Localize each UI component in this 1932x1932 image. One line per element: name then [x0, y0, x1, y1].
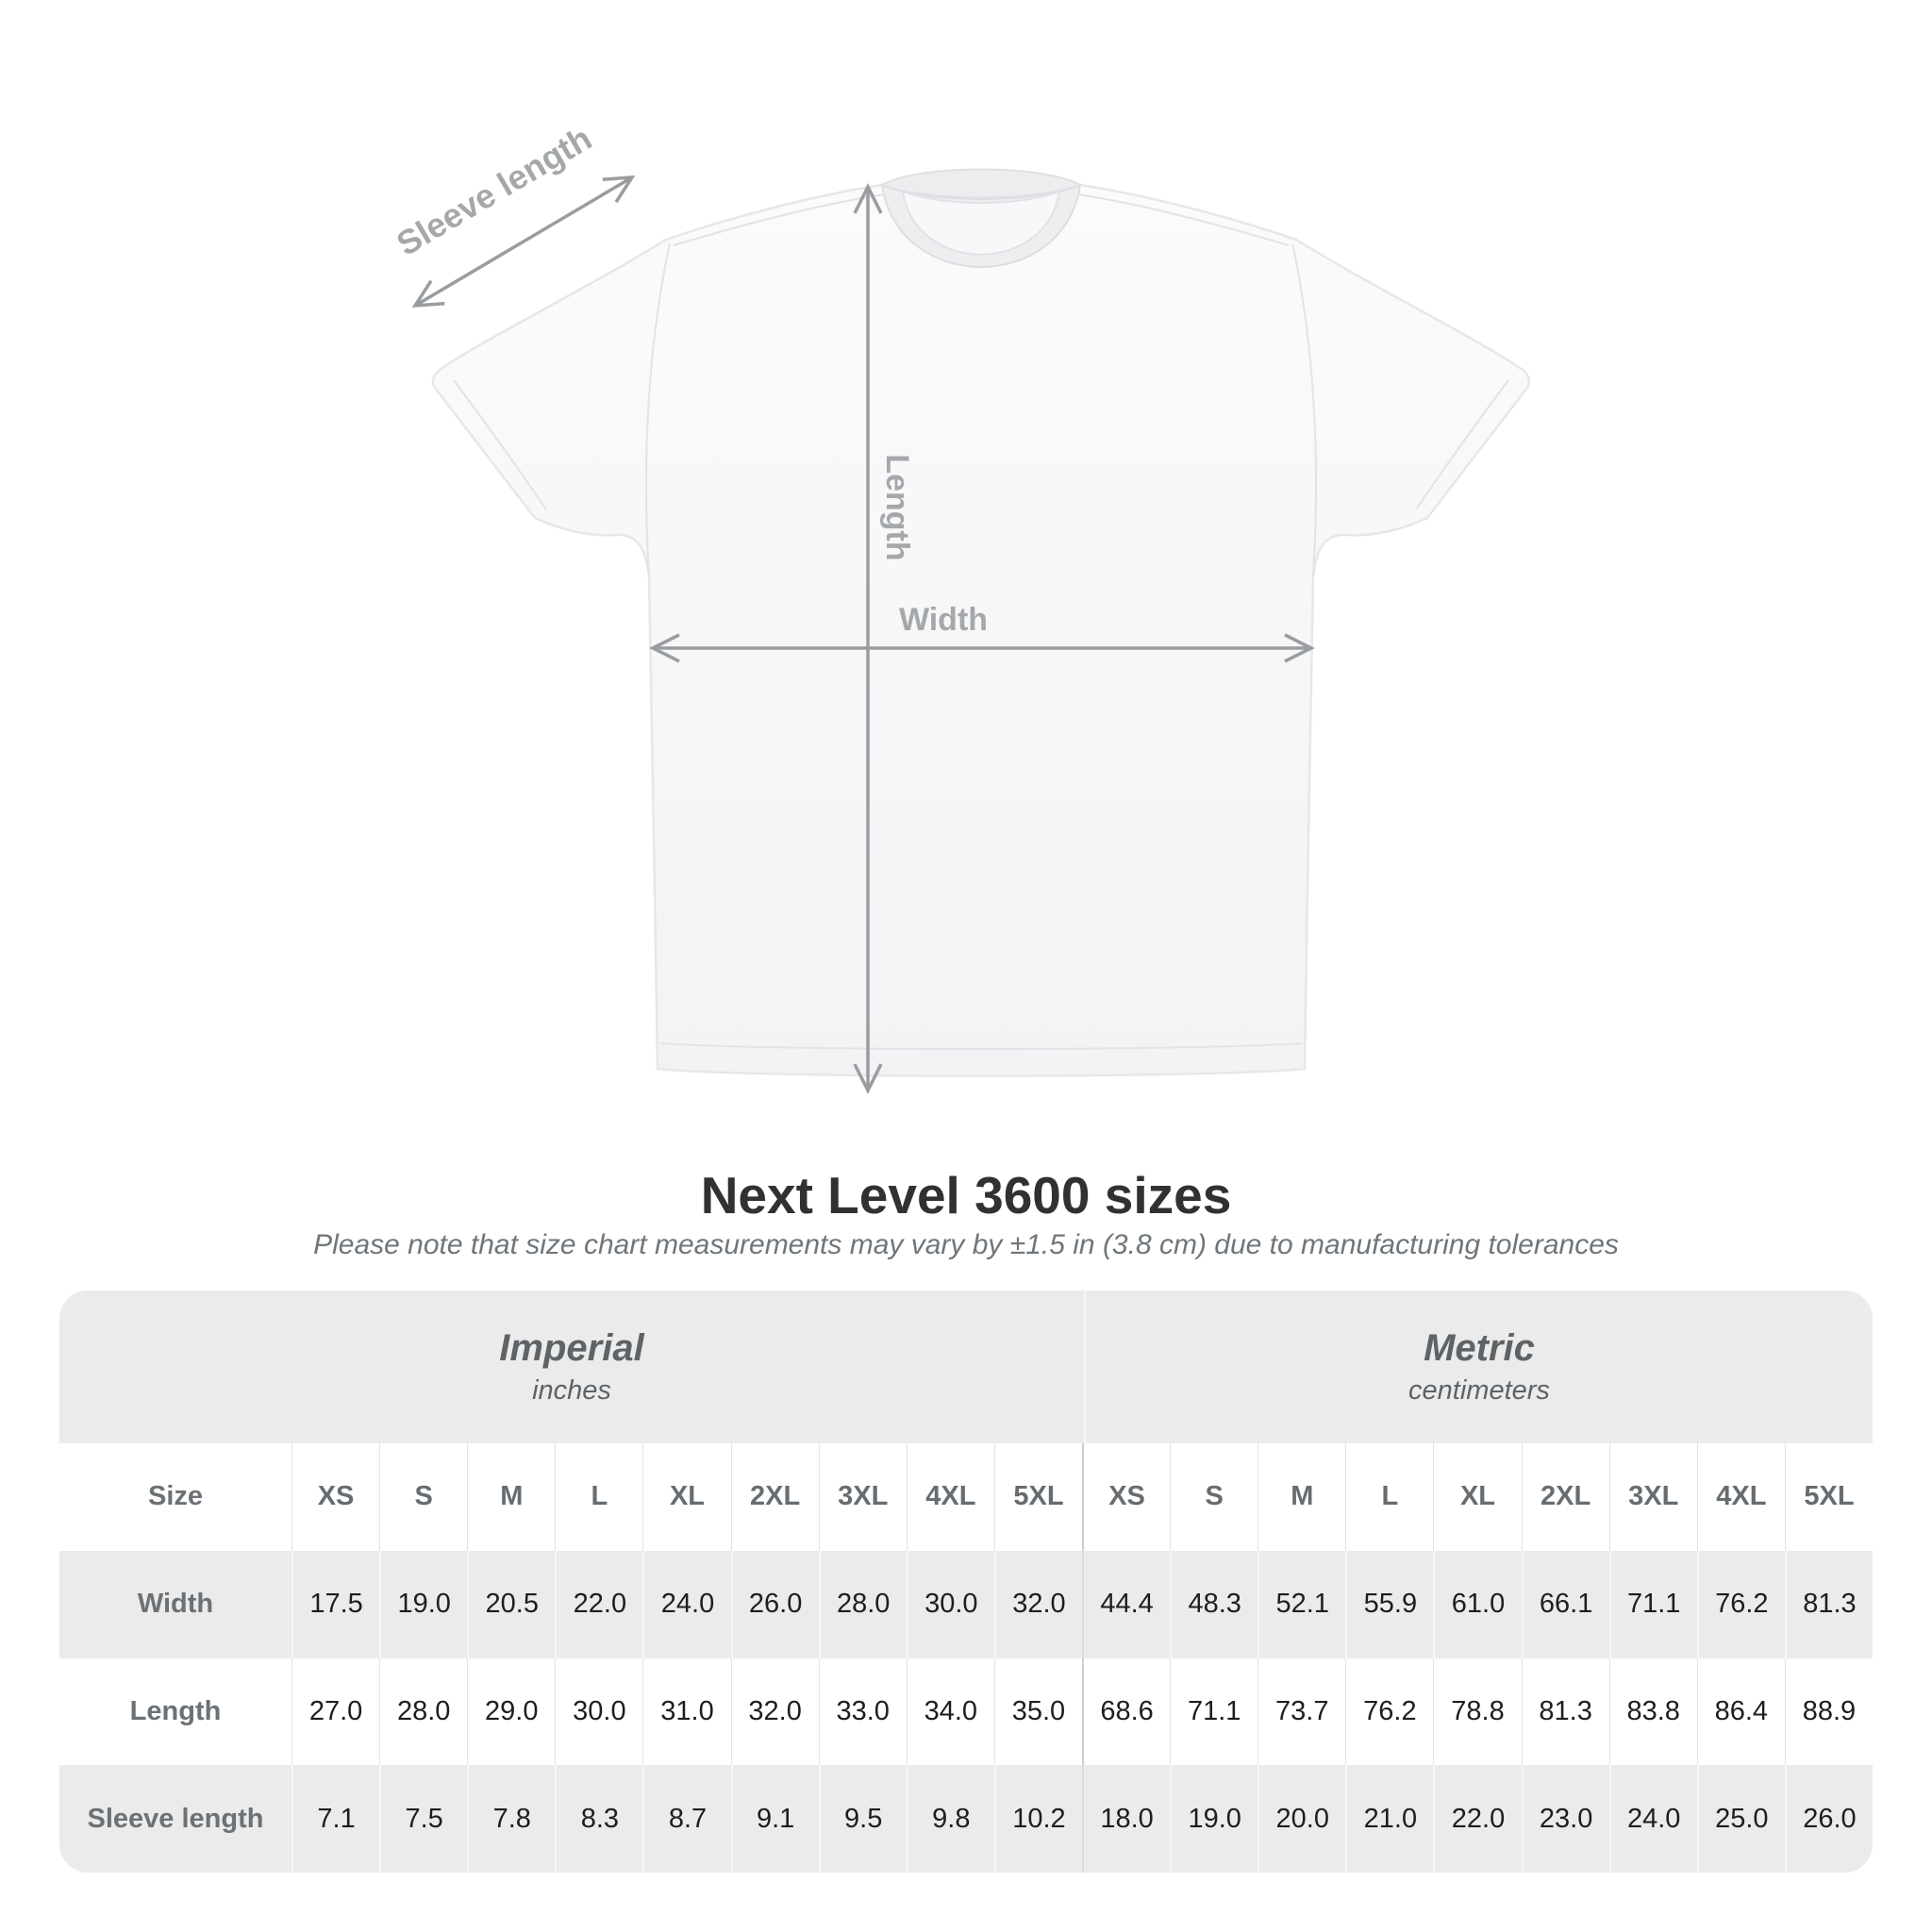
- value-cell: 10.2: [994, 1765, 1082, 1873]
- imperial-header: [59, 1291, 1084, 1443]
- value-cell: 86.4: [1697, 1658, 1785, 1766]
- value-cell: 32.0: [994, 1551, 1082, 1658]
- value-cell: 22.0: [1433, 1765, 1521, 1873]
- value-cell: 24.0: [1609, 1765, 1697, 1873]
- value-cell: 33.0: [819, 1658, 907, 1766]
- size-col-header: 4XL: [1697, 1443, 1785, 1551]
- value-cell: 7.1: [291, 1765, 379, 1873]
- value-cell: 35.0: [994, 1658, 1082, 1766]
- value-cell: 19.0: [1170, 1765, 1257, 1873]
- value-cell: 7.8: [467, 1765, 555, 1873]
- value-cell: 23.0: [1522, 1765, 1609, 1873]
- value-cell: 17.5: [291, 1551, 379, 1658]
- size-table: [59, 1291, 1873, 1873]
- value-cell: 21.0: [1345, 1765, 1433, 1873]
- page-title: Next Level 3600 sizes: [700, 1166, 1232, 1224]
- value-cell: 9.8: [907, 1765, 994, 1873]
- value-cell: 81.3: [1522, 1658, 1609, 1766]
- size-col-header: 4XL: [907, 1443, 994, 1551]
- value-cell: 22.0: [555, 1551, 642, 1658]
- size-col-header: S: [379, 1443, 467, 1551]
- size-col-header: 5XL: [994, 1443, 1082, 1551]
- size-col-header: M: [467, 1443, 555, 1551]
- width-label: Width: [898, 602, 989, 638]
- size-table-grid: [59, 1443, 1873, 1873]
- value-cell: 48.3: [1170, 1551, 1257, 1658]
- value-cell: 9.1: [731, 1765, 819, 1873]
- size-header-cell: Size: [59, 1443, 291, 1551]
- size-col-header: 3XL: [819, 1443, 907, 1551]
- value-cell: 44.4: [1082, 1551, 1170, 1658]
- value-cell: 73.7: [1257, 1658, 1345, 1766]
- row-label: Width: [59, 1551, 291, 1658]
- row-label: Sleeve length: [59, 1765, 291, 1873]
- value-cell: 76.2: [1697, 1551, 1785, 1658]
- value-cell: 18.0: [1082, 1765, 1170, 1873]
- value-cell: 26.0: [1785, 1765, 1873, 1873]
- value-cell: 81.3: [1785, 1551, 1873, 1658]
- value-cell: 19.0: [379, 1551, 467, 1658]
- value-cell: 20.5: [467, 1551, 555, 1658]
- imperial-title: Imperial: [499, 1327, 644, 1369]
- value-cell: 28.0: [819, 1551, 907, 1658]
- imperial-unit: inches: [532, 1375, 611, 1406]
- value-cell: 66.1: [1522, 1551, 1609, 1658]
- size-col-header: 3XL: [1609, 1443, 1697, 1551]
- size-col-header: L: [1345, 1443, 1433, 1551]
- value-cell: 25.0: [1697, 1765, 1785, 1873]
- value-cell: 34.0: [907, 1658, 994, 1766]
- value-cell: 71.1: [1170, 1658, 1257, 1766]
- metric-title: Metric: [1424, 1327, 1535, 1369]
- value-cell: 52.1: [1257, 1551, 1345, 1658]
- sleeve-length-label: Sleeve length: [390, 118, 598, 263]
- value-cell: 30.0: [555, 1658, 642, 1766]
- metric-header: [1084, 1291, 1873, 1443]
- value-cell: 7.5: [379, 1765, 467, 1873]
- value-cell: 9.5: [819, 1765, 907, 1873]
- value-cell: 8.7: [642, 1765, 730, 1873]
- value-cell: 20.0: [1257, 1765, 1345, 1873]
- size-col-header: 2XL: [1522, 1443, 1609, 1551]
- value-cell: 88.9: [1785, 1658, 1873, 1766]
- value-cell: 32.0: [731, 1658, 819, 1766]
- size-col-header: L: [555, 1443, 642, 1551]
- metric-unit: centimeters: [1408, 1375, 1550, 1406]
- size-col-header: XL: [642, 1443, 730, 1551]
- value-cell: 71.1: [1609, 1551, 1697, 1658]
- value-cell: 83.8: [1609, 1658, 1697, 1766]
- unit-header-row: [59, 1291, 1873, 1443]
- size-col-header: XS: [291, 1443, 379, 1551]
- length-label: Length: [879, 454, 915, 561]
- size-col-header: XL: [1433, 1443, 1521, 1551]
- value-cell: 24.0: [642, 1551, 730, 1658]
- value-cell: 61.0: [1433, 1551, 1521, 1658]
- value-cell: 68.6: [1082, 1658, 1170, 1766]
- size-col-header: XS: [1082, 1443, 1170, 1551]
- value-cell: 29.0: [467, 1658, 555, 1766]
- tolerance-note: Please note that size chart measurements may vary by ±1.5 in (3.8 cm) due to manufacturing tolerances: [313, 1229, 1619, 1260]
- size-col-header: S: [1170, 1443, 1257, 1551]
- value-cell: 78.8: [1433, 1658, 1521, 1766]
- value-cell: 30.0: [907, 1551, 994, 1658]
- size-col-header: 2XL: [731, 1443, 819, 1551]
- value-cell: 31.0: [642, 1658, 730, 1766]
- row-label: Length: [59, 1658, 291, 1766]
- value-cell: 8.3: [555, 1765, 642, 1873]
- size-col-header: M: [1257, 1443, 1345, 1551]
- size-col-header: 5XL: [1785, 1443, 1873, 1551]
- value-cell: 28.0: [379, 1658, 467, 1766]
- value-cell: 76.2: [1345, 1658, 1433, 1766]
- value-cell: 27.0: [291, 1658, 379, 1766]
- value-cell: 26.0: [731, 1551, 819, 1658]
- value-cell: 55.9: [1345, 1551, 1433, 1658]
